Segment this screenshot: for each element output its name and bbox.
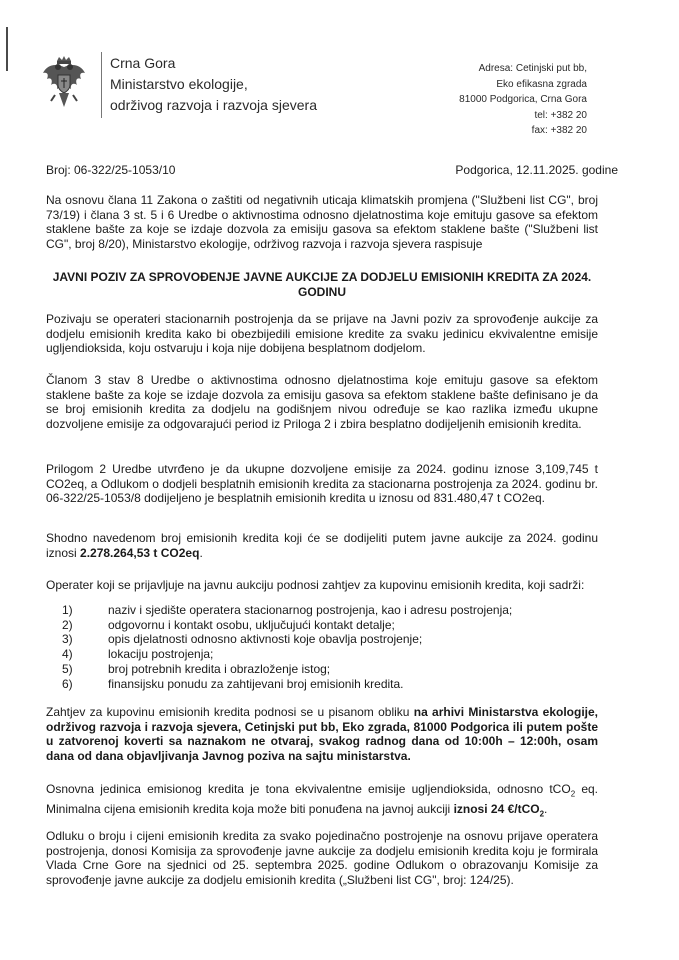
intro-paragraph: Na osnovu člana 11 Zakona o zaštiti od negativnih uticaja klimatskih promjena ("Službeni list CG", broj 73/19) i člana 3 st. 5 i 6 Uredbe o aktivnostima odnosno djelatnostima koje emituju gasove sa efektom staklene bašte za koje se izdaje dozvola za emisiju gasova sa efektom staklene bašte ("Službeni list CG", broj 8/20), Ministarstvo ekologije, održivog razvoja i razvoja sjevera raspisuje [46,193,598,251]
subscript: 2 [539,809,545,819]
list-text: broj potrebnih kredita i obrazloženje istog; [108,661,331,676]
phone-line: tel: +382 20 [534,109,587,121]
list-item [62,632,512,647]
list-item [62,618,512,633]
place-date: Podgorica, 12.11.2025. godine [455,163,618,177]
scan-edge-mark [6,27,8,71]
document-title: JAVNI POZIV ZA SPROVOĐENJE JAVNE AUKCIJE ZA DODJELU EMISIONIH KREDITA ZA 2024. GODINU [52,270,592,299]
list-text: opis djelatnosti odnosno aktivnosti koje obavlja postrojenje; [108,632,423,647]
list-text: finansijsku ponudu za zahtijevani broj emisionih kredita. [108,676,404,691]
list-item [62,603,512,618]
list-item [62,662,512,677]
requirements-list [62,603,512,691]
paragraph-text: eq. Minimalna cijena emisionih kredita koja može biti ponuđena na javnoj aukciji [46,782,598,816]
list-item [62,677,512,692]
address-line: Eko efikasna zgrada [496,78,587,90]
address-line: Adresa: Cetinjski put bb, [478,63,587,74]
header-divider [101,52,102,118]
org-line-ministry: Ministarstvo ekologije, [110,76,248,92]
punctuation: . [544,801,548,816]
list-number: 1) [62,603,73,617]
list-text: lokaciju postrojenja; [108,647,214,662]
paragraph-unit-price [46,782,598,822]
list-text: odgovornu i kontakt osobu, uključujući kontakt detalje; [108,617,395,632]
paragraph-request-contents: Operater koji se prijavljuje na javnu aukciju podnosi zahtjev za kupovinu emisionih kredita, koji sadrži: [46,578,585,592]
address-block [459,61,587,139]
fax-line: fax: +382 20 [531,125,587,137]
list-number: 2) [62,617,73,632]
address-line: 81000 Podgorica, Crna Gora [459,94,587,106]
org-line-country: Crna Gora [110,55,176,71]
list-number: 6) [62,676,73,691]
punctuation: . [199,545,203,560]
montenegro-coat-of-arms-icon [41,55,87,111]
organization-name [110,53,317,116]
list-item [62,647,512,662]
paragraph-text: Shodno navedenom broj emisionih kredita koji će se dodijeliti putem javne aukcije za 2024. godinu iznosi [46,531,598,560]
submission-details: na arhivi Ministarstva ekologije, održivog razvoja i razvoja sjevera, Cetinjski put bb, Eko zgrada, 81000 Podgorica ili putem pošte u zatvorenoj koverti sa naznakom ne otvaraj, svakog radnog dana od 10:00h – 12:00h, osam dana od dana objavljivanja Javnog poziva na sajtu ministarstva. [46,705,598,763]
auction-credit-amount: 2.278.264,53 t CO2eq [80,545,200,560]
list-text: naziv i sjedište operatera stacionarnog postrojenja, kao i adresu postrojenja; [108,603,513,617]
list-number: 4) [62,647,73,662]
paragraph-commission-decision: Odluku o broju i cijeni emisionih kredita za svako pojedinačno postrojenje na osnovu prijave operatera postrojenja, donosi Komisija za sprovođenje javne aukcije za dodjelu emisionih kredita koju je formirala Vlada Crne Gore na sjednici od 25. septembra 2025. godine Odlukom o obrazovanju Komisije za sprovođenje javne aukcije za dodjelu emisionih kredita („Službeni list CG", broj: 124/25). [46,829,598,887]
minimum-price [453,801,545,819]
subscript: 2 [570,789,576,799]
list-number: 5) [62,661,73,676]
paragraph-text: Zahtjev za kupovinu emisionih kredita podnosi se u pisanom obliku [46,705,414,719]
minimum-price-text: iznosi 24 €/tCO [453,801,540,816]
paragraph-annex-2: Prilogom 2 Uredbe utvrđeno je da ukupne dozvoljene emisije za 2024. godinu iznose 3,109,745 t CO2eq, a Odlukom o dodjeli besplatnih emisionih kredita za stacionarna postrojenja za 2024. godinu br. 06-322/25-1053/8 dodijeljeno je besplatnih emisionih kredita u iznosu od 831.480,47 t CO2eq. [46,462,598,506]
list-number: 3) [62,632,73,647]
paragraph-article-3: Članom 3 stav 8 Uredbe o aktivnostima odnosno djelatnostima koje emituju gasove sa efektom staklene bašte za koje se izdaje dozvola za emisiju gasova sa efektom staklene bašte definisano je da se broj emisionih kredita za dodjelu na godišnjem nivou određuje se kao razlika između ukupne dozvoljene emisije za odgovarajući period iz Priloga 2 i zbira besplatno dodijeljenih emisionih kredita. [46,373,598,431]
paragraph-invitation: Pozivaju se operateri stacionarnih postrojenja da se prijave na Javni poziv za sprovođenje aukcije za dodjelu emisionih kredita kako bi obezbijedili emisione kredite za svaku jedinicu ekvivalentne emisije ugljendioksida, koju ostvaruju i koja nije dobijena besplatnom dodjelom. [46,312,598,356]
paragraph-submission [46,705,598,763]
paragraph-text: Osnovna jedinica emisionog kredita je tona ekvivalentne emisije ugljendioksida, odnosno tCO [46,782,571,796]
org-line-ministry-cont: održivog razvoja i razvoja sjevera [110,97,317,113]
paragraph-auction-amount [46,531,598,560]
reference-number: Broj: 06-322/25-1053/10 [46,163,176,177]
